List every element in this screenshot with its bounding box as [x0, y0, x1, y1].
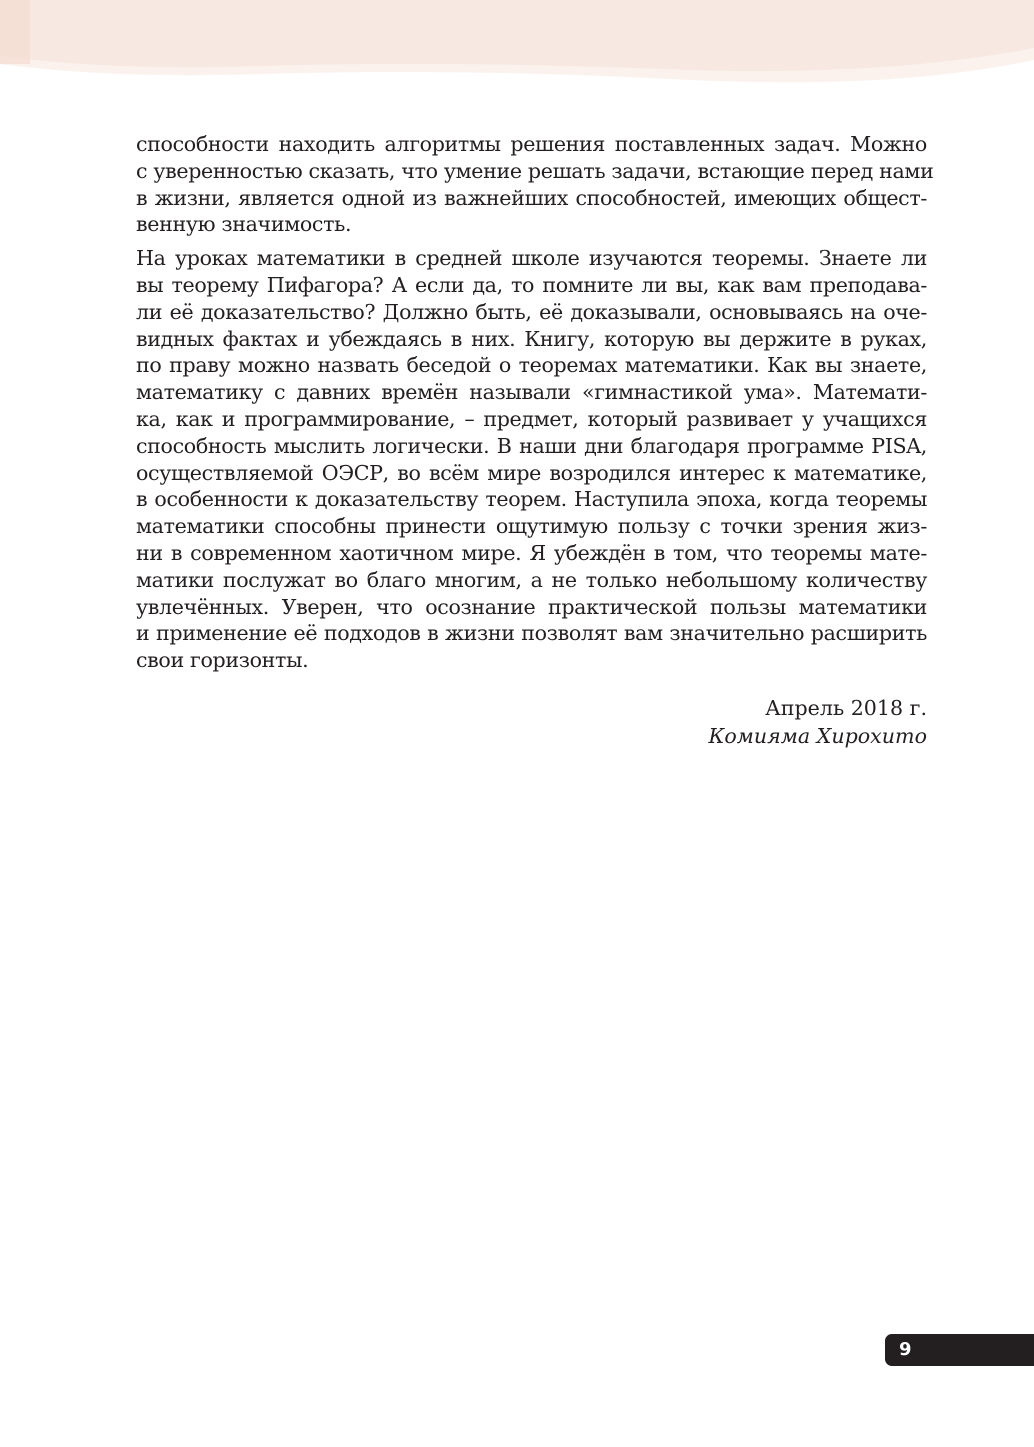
text-line: способности находить алгоритмы решения поставленных задач. Можно: [136, 132, 927, 156]
text-line: ка, как и программирование, – предмет, который развивает у учащихся: [136, 406, 927, 431]
header-left-accent: [0, 0, 30, 64]
body-text: [136, 131, 934, 674]
text-line: и применение её подходов в жизни позволят вам значительно расширить: [136, 621, 927, 646]
text-line: в жизни, является одной из важнейших способностей, имеющих общест-: [136, 185, 927, 210]
text-line: вы теорему Пифагора? А если да, то помните ли вы, как вам преподава-: [136, 272, 927, 297]
text-line: по праву можно назвать беседой о теоремах математики. Как вы знаете,: [136, 353, 927, 378]
text-line: ни в современном хаотичном мире. Я убеждён в том, что теоремы мате-: [136, 540, 927, 565]
paragraph-1: [136, 131, 934, 238]
text-line: математики способны принести ощутимую пользу с точки зрения жиз-: [136, 514, 927, 539]
text-line: венную значимость.: [136, 212, 352, 237]
signature-date: Апрель 2018 г.: [765, 696, 927, 720]
header-wave-band: [0, 0, 1034, 90]
page-number: 9: [899, 1339, 912, 1360]
text-line: свои горизонты.: [136, 648, 309, 673]
paragraph-gap: [136, 238, 927, 245]
signature-author: Комияма Хирохито: [708, 724, 927, 748]
text-line: увлечённых. Уверен, что осознание практической пользы математики: [136, 594, 927, 619]
text-line: математику с давних времён называли «гимнастикой ума». Математи-: [136, 380, 927, 405]
text-line: ли её доказательство? Должно быть, её доказывали, основываясь на оче-: [136, 299, 927, 324]
signature-block: [708, 694, 927, 750]
page-number-tab: [885, 1334, 1034, 1366]
paragraph-2: [136, 245, 927, 674]
text-line: осуществляемой ОЭСР, во всём мире возродился интерес к математике,: [136, 460, 927, 485]
text-line: На уроках математики в средней школе изучаются теоремы. Знаете ли: [136, 246, 927, 271]
text-line: в особенности к доказательству теорем. Наступила эпоха, когда теоремы: [136, 487, 927, 512]
text-line: видных фактах и убеждаясь в них. Книгу, которую вы держите в руках,: [136, 326, 927, 351]
text-line: с уверенностью сказать, что умение решать задачи, встающие перед нами: [136, 158, 934, 183]
text-line: матики послужат во благо многим, а не только небольшому количеству: [136, 567, 927, 592]
text-line: способность мыслить логически. В наши дни благодаря программе PISA,: [136, 433, 927, 458]
header-wave-main: [0, 0, 1034, 71]
